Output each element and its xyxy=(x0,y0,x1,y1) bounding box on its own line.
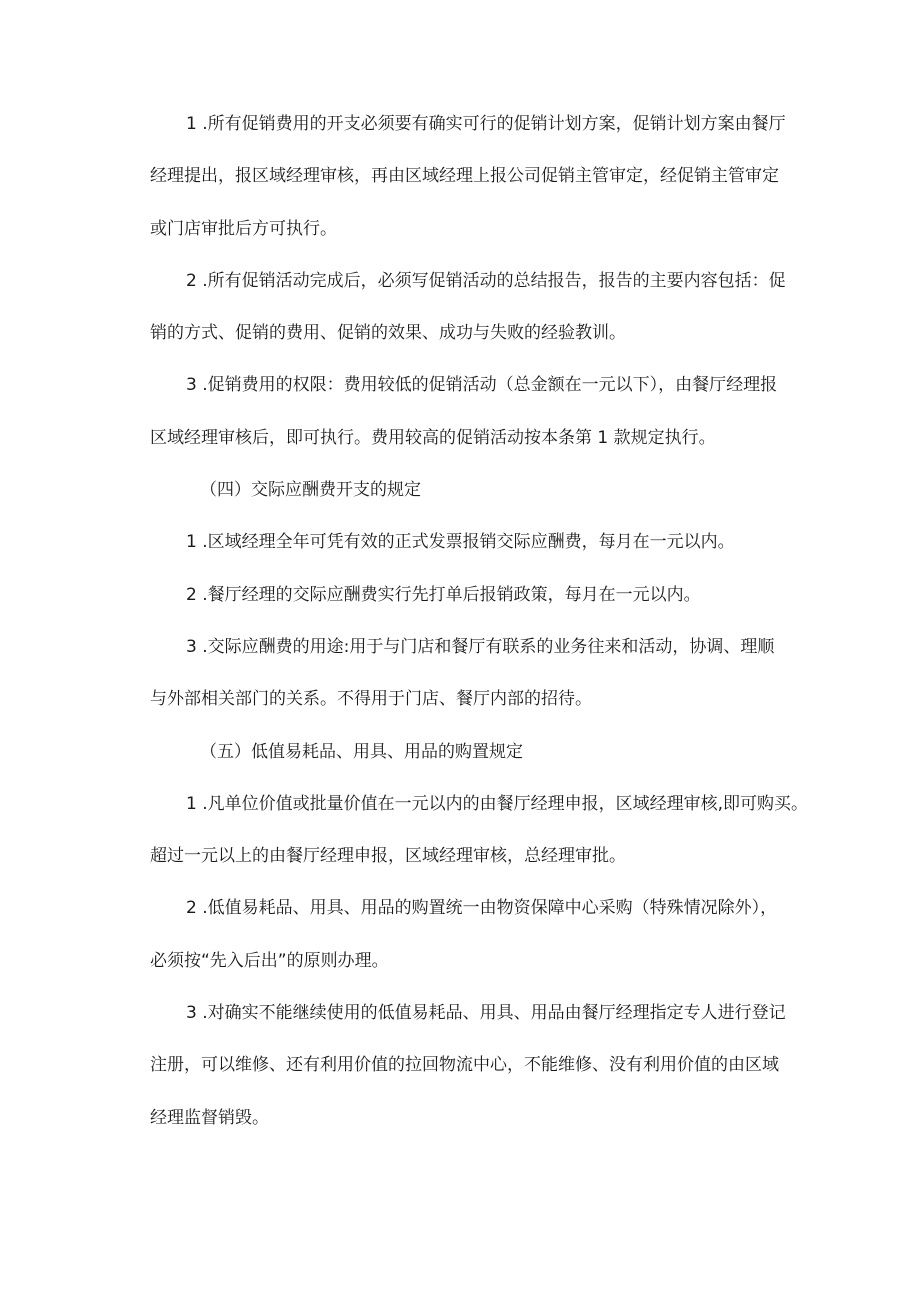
paragraph-line: 1 .区域经理全年可凭有效的正式发票报销交际应酬费，每月在一元以内。 xyxy=(186,532,735,553)
paragraph-line: 必须按“先入后出”的原则办理。 xyxy=(150,950,389,971)
paragraph-line: 2 .餐厅经理的交际应酬费实行先打单后报销政策，每月在一元以内。 xyxy=(186,584,701,605)
paragraph-line: 注册，可以维修、还有利用价值的拉回物流中心，不能维修、没有利用价值的由区域 xyxy=(150,1055,779,1076)
paragraph-line: 经理提出，报区域经理审核，再由区域经理上报公司促销主管审定，经促销主管审定 xyxy=(150,166,779,187)
paragraph-line: 经理监督销毁。 xyxy=(150,1107,269,1128)
paragraph-line: 销的方式、促销的费用、促销的效果、成功与失败的经验教训。 xyxy=(150,323,626,344)
paragraph-line: 超过一元以上的由餐厅经理申报，区域经理审核，总经理审批。 xyxy=(150,846,626,867)
section-heading: （四）交际应酬费开支的规定 xyxy=(200,480,421,501)
paragraph-line: 与外部相关部门的关系。不得用于门店、餐厅内部的招待。 xyxy=(150,689,592,710)
paragraph-line: 2 .低值易耗品、用具、用品的购置统一由物资保障中心采购（特殊情况除外）， xyxy=(186,898,778,919)
paragraph-line: 1 .所有促销费用的开支必须要有确实可行的促销计划方案，促销计划方案由餐厅 xyxy=(186,114,786,134)
paragraph-line: 3 .交际应酬费的用途:用于与门店和餐厅有联系的业务往来和活动，协调、理顺 xyxy=(186,636,775,657)
paragraph-line: 3 .促销费用的权限：费用较低的促销活动（总金额在一元以下），由餐厅经理报 xyxy=(186,375,778,396)
section-heading: （五）低值易耗品、用具、用品的购置规定 xyxy=(200,741,523,762)
paragraph-line: 区域经理审核后，即可执行。费用较高的促销活动按本条第 1 款规定执行。 xyxy=(150,427,716,448)
paragraph-line: 2 .所有促销活动完成后，必须写促销活动的总结报告，报告的主要内容包括：促 xyxy=(186,270,786,291)
paragraph-line: 3 .对确实不能继续使用的低值易耗品、用具、用品由餐厅经理指定专人进行登记 xyxy=(186,1003,786,1024)
paragraph-line: 1 .凡单位价值或批量价值在一元以内的由餐厅经理申报，区域经理审核,即可购买。 xyxy=(186,793,809,814)
document-body xyxy=(150,112,809,1158)
paragraph-line: 或门店审批后方可执行。 xyxy=(150,218,337,239)
